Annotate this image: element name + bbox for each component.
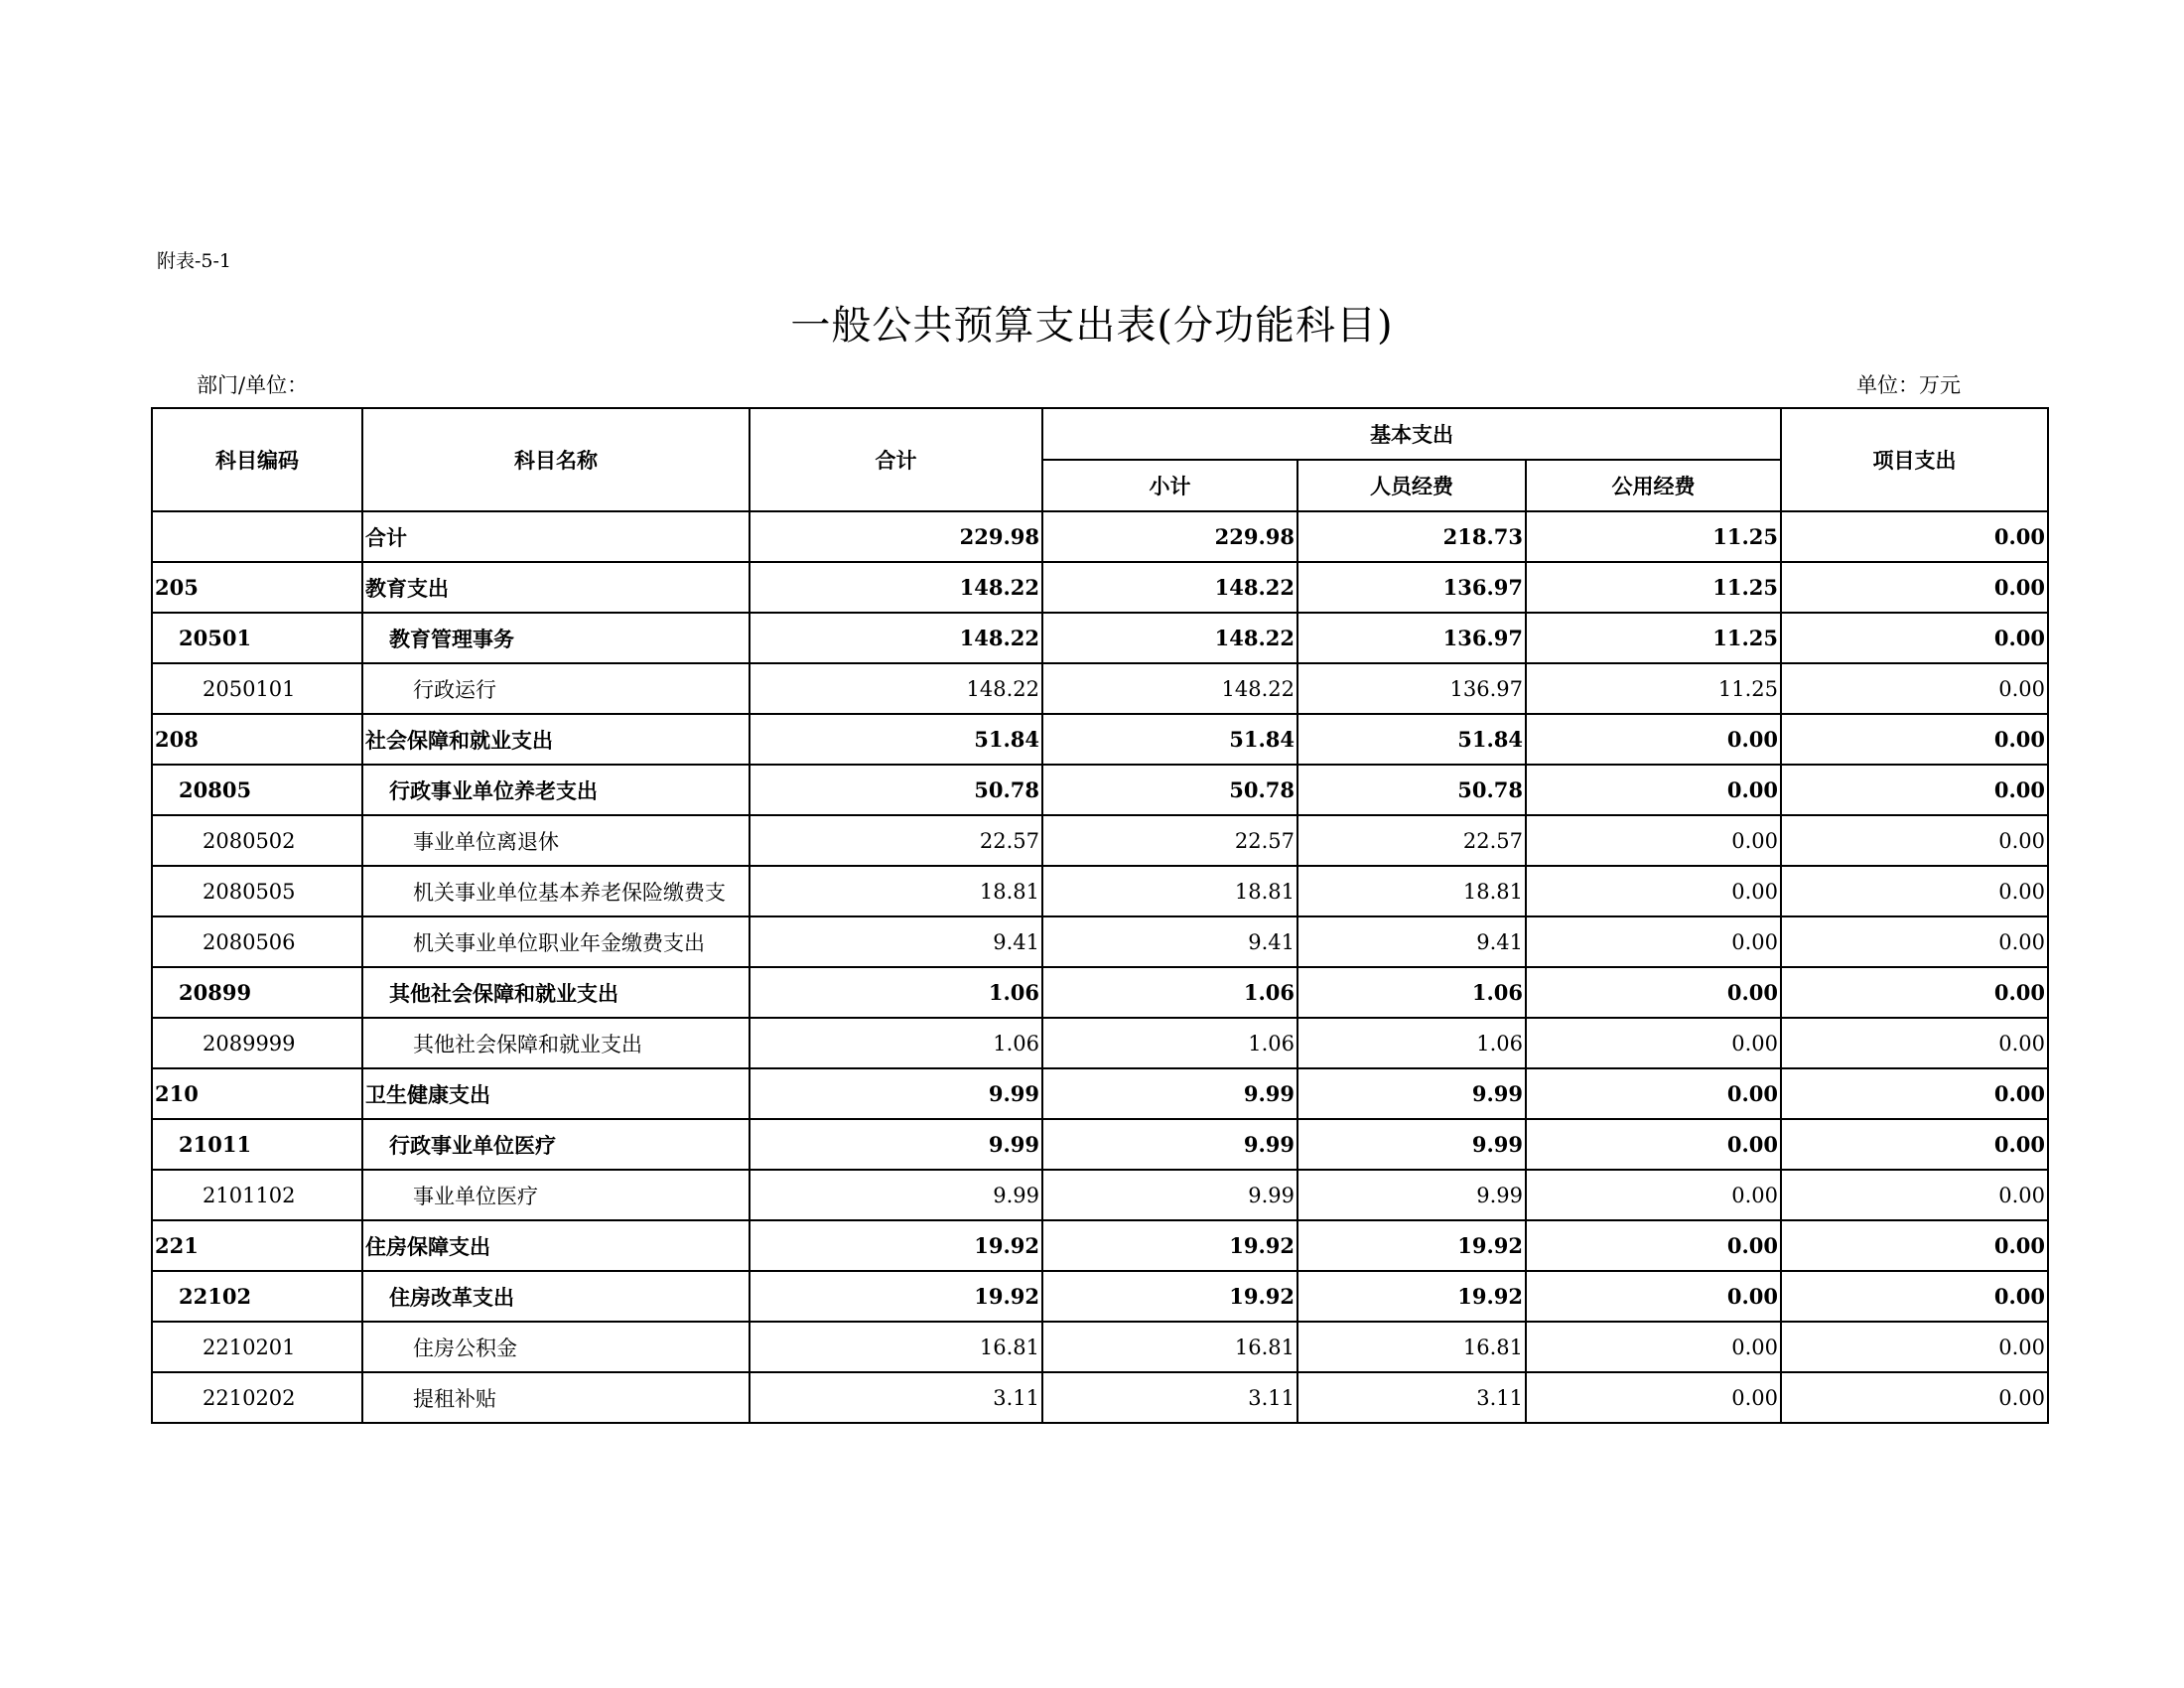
cell-project: 0.00 [1781, 815, 2048, 866]
cell-code: 208 [152, 714, 362, 765]
cell-subtotal: 3.11 [1042, 1372, 1297, 1423]
cell-subtotal: 148.22 [1042, 562, 1297, 613]
table-row [152, 916, 2048, 967]
cell-project: 0.00 [1781, 663, 2048, 714]
cell-subtotal: 229.98 [1042, 511, 1297, 562]
table-row [152, 815, 2048, 866]
table-row [152, 663, 2048, 714]
cell-public: 0.00 [1526, 1322, 1781, 1372]
cell-code: 21011 [152, 1119, 362, 1170]
cell-project: 0.00 [1781, 714, 2048, 765]
cell-project: 0.00 [1781, 1119, 2048, 1170]
cell-name: 行政事业单位养老支出 [362, 765, 750, 815]
cell-name: 教育支出 [362, 562, 750, 613]
cell-project: 0.00 [1781, 1068, 2048, 1119]
table-row [152, 1271, 2048, 1322]
table-row [152, 967, 2048, 1018]
cell-public: 0.00 [1526, 1018, 1781, 1068]
cell-subtotal: 51.84 [1042, 714, 1297, 765]
unit-label: 单位：万元 [1856, 373, 1961, 397]
cell-code: 2080505 [152, 866, 362, 916]
cell-personnel: 50.78 [1297, 765, 1526, 815]
cell-name: 机关事业单位基本养老保险缴费支 [362, 866, 750, 916]
header-total: 合计 [750, 408, 1042, 511]
cell-code: 205 [152, 562, 362, 613]
cell-project: 0.00 [1781, 613, 2048, 663]
cell-total: 1.06 [750, 967, 1042, 1018]
cell-code: 20899 [152, 967, 362, 1018]
cell-personnel: 9.99 [1297, 1119, 1526, 1170]
cell-personnel: 16.81 [1297, 1322, 1526, 1372]
header-basic: 基本支出 [1042, 408, 1781, 460]
table-row [152, 1119, 2048, 1170]
cell-public: 0.00 [1526, 765, 1781, 815]
cell-total: 3.11 [750, 1372, 1042, 1423]
cell-project: 0.00 [1781, 1271, 2048, 1322]
cell-subtotal: 9.41 [1042, 916, 1297, 967]
cell-personnel: 136.97 [1297, 613, 1526, 663]
header-name: 科目名称 [362, 408, 750, 511]
table-row [152, 866, 2048, 916]
cell-project: 0.00 [1781, 1220, 2048, 1271]
cell-personnel: 1.06 [1297, 1018, 1526, 1068]
department-label: 部门/单位： [197, 373, 309, 397]
cell-subtotal: 19.92 [1042, 1220, 1297, 1271]
cell-project: 0.00 [1781, 1322, 2048, 1372]
cell-project: 0.00 [1781, 916, 2048, 967]
cell-code: 20501 [152, 613, 362, 663]
header-project: 项目支出 [1781, 408, 2048, 511]
cell-project: 0.00 [1781, 1018, 2048, 1068]
table-row [152, 613, 2048, 663]
table-row [152, 1322, 2048, 1372]
cell-total: 148.22 [750, 663, 1042, 714]
cell-code: 2089999 [152, 1018, 362, 1068]
cell-name: 其他社会保障和就业支出 [362, 1018, 750, 1068]
cell-subtotal: 50.78 [1042, 765, 1297, 815]
cell-public: 0.00 [1526, 1220, 1781, 1271]
cell-public: 11.25 [1526, 613, 1781, 663]
cell-total: 9.99 [750, 1119, 1042, 1170]
cell-code: 2080506 [152, 916, 362, 967]
cell-total: 50.78 [750, 765, 1042, 815]
cell-total: 9.99 [750, 1170, 1042, 1220]
cell-total: 9.99 [750, 1068, 1042, 1119]
cell-total: 51.84 [750, 714, 1042, 765]
budget-table [151, 407, 2049, 1424]
cell-total: 22.57 [750, 815, 1042, 866]
cell-project: 0.00 [1781, 1170, 2048, 1220]
cell-name: 住房公积金 [362, 1322, 750, 1372]
cell-personnel: 9.41 [1297, 916, 1526, 967]
cell-personnel: 9.99 [1297, 1170, 1526, 1220]
table-row [152, 714, 2048, 765]
cell-code: 2210201 [152, 1322, 362, 1372]
cell-subtotal: 148.22 [1042, 613, 1297, 663]
table-body [152, 511, 2048, 1423]
cell-project: 0.00 [1781, 562, 2048, 613]
cell-name: 行政运行 [362, 663, 750, 714]
cell-name: 卫生健康支出 [362, 1068, 750, 1119]
cell-subtotal: 1.06 [1042, 1018, 1297, 1068]
cell-code: 20805 [152, 765, 362, 815]
cell-name: 住房保障支出 [362, 1220, 750, 1271]
cell-personnel: 136.97 [1297, 562, 1526, 613]
cell-total: 148.22 [750, 613, 1042, 663]
cell-public: 11.25 [1526, 511, 1781, 562]
header-subtotal: 小计 [1042, 460, 1297, 511]
cell-name: 社会保障和就业支出 [362, 714, 750, 765]
cell-public: 0.00 [1526, 1170, 1781, 1220]
page-title: 一般公共预算支出表(分功能科目) [790, 303, 1394, 349]
cell-public: 0.00 [1526, 967, 1781, 1018]
cell-code: 2101102 [152, 1170, 362, 1220]
cell-name: 事业单位离退休 [362, 815, 750, 866]
cell-project: 0.00 [1781, 967, 2048, 1018]
cell-code: 22102 [152, 1271, 362, 1322]
cell-code: 210 [152, 1068, 362, 1119]
cell-total: 229.98 [750, 511, 1042, 562]
cell-personnel: 18.81 [1297, 866, 1526, 916]
cell-personnel: 3.11 [1297, 1372, 1526, 1423]
cell-total: 9.41 [750, 916, 1042, 967]
cell-code: 221 [152, 1220, 362, 1271]
cell-subtotal: 9.99 [1042, 1068, 1297, 1119]
cell-project: 0.00 [1781, 511, 2048, 562]
cell-name: 事业单位医疗 [362, 1170, 750, 1220]
cell-code: 2210202 [152, 1372, 362, 1423]
cell-total: 19.92 [750, 1220, 1042, 1271]
cell-code: 2080502 [152, 815, 362, 866]
cell-personnel: 51.84 [1297, 714, 1526, 765]
table-row [152, 1018, 2048, 1068]
cell-public: 0.00 [1526, 815, 1781, 866]
cell-public: 11.25 [1526, 562, 1781, 613]
table-row [152, 1220, 2048, 1271]
cell-subtotal: 22.57 [1042, 815, 1297, 866]
cell-code [152, 511, 362, 562]
cell-personnel: 136.97 [1297, 663, 1526, 714]
table-row [152, 1170, 2048, 1220]
cell-personnel: 218.73 [1297, 511, 1526, 562]
cell-public: 0.00 [1526, 714, 1781, 765]
cell-subtotal: 9.99 [1042, 1119, 1297, 1170]
cell-name: 其他社会保障和就业支出 [362, 967, 750, 1018]
cell-total: 148.22 [750, 562, 1042, 613]
cell-total: 16.81 [750, 1322, 1042, 1372]
cell-name: 提租补贴 [362, 1372, 750, 1423]
cell-total: 1.06 [750, 1018, 1042, 1068]
table-row [152, 1068, 2048, 1119]
cell-public: 0.00 [1526, 1372, 1781, 1423]
cell-project: 0.00 [1781, 866, 2048, 916]
cell-name: 合计 [362, 511, 750, 562]
cell-total: 18.81 [750, 866, 1042, 916]
cell-total: 19.92 [750, 1271, 1042, 1322]
cell-name: 住房改革支出 [362, 1271, 750, 1322]
cell-personnel: 19.92 [1297, 1220, 1526, 1271]
cell-public: 0.00 [1526, 1271, 1781, 1322]
cell-personnel: 22.57 [1297, 815, 1526, 866]
table-row [152, 765, 2048, 815]
annex-label: 附表-5-1 [157, 250, 232, 272]
cell-public: 0.00 [1526, 1119, 1781, 1170]
header-personnel: 人员经费 [1297, 460, 1526, 511]
cell-name: 教育管理事务 [362, 613, 750, 663]
table-row [152, 1372, 2048, 1423]
cell-public: 11.25 [1526, 663, 1781, 714]
cell-public: 0.00 [1526, 916, 1781, 967]
cell-project: 0.00 [1781, 1372, 2048, 1423]
cell-subtotal: 18.81 [1042, 866, 1297, 916]
cell-subtotal: 19.92 [1042, 1271, 1297, 1322]
cell-personnel: 19.92 [1297, 1271, 1526, 1322]
table-header [152, 408, 2048, 511]
cell-public: 0.00 [1526, 866, 1781, 916]
cell-name: 机关事业单位职业年金缴费支出 [362, 916, 750, 967]
cell-subtotal: 148.22 [1042, 663, 1297, 714]
header-public: 公用经费 [1526, 460, 1781, 511]
cell-personnel: 1.06 [1297, 967, 1526, 1018]
cell-name: 行政事业单位医疗 [362, 1119, 750, 1170]
cell-code: 2050101 [152, 663, 362, 714]
header-code: 科目编码 [152, 408, 362, 511]
cell-subtotal: 9.99 [1042, 1170, 1297, 1220]
cell-subtotal: 1.06 [1042, 967, 1297, 1018]
cell-personnel: 9.99 [1297, 1068, 1526, 1119]
cell-public: 0.00 [1526, 1068, 1781, 1119]
cell-subtotal: 16.81 [1042, 1322, 1297, 1372]
table-row [152, 511, 2048, 562]
cell-project: 0.00 [1781, 765, 2048, 815]
table-row [152, 562, 2048, 613]
